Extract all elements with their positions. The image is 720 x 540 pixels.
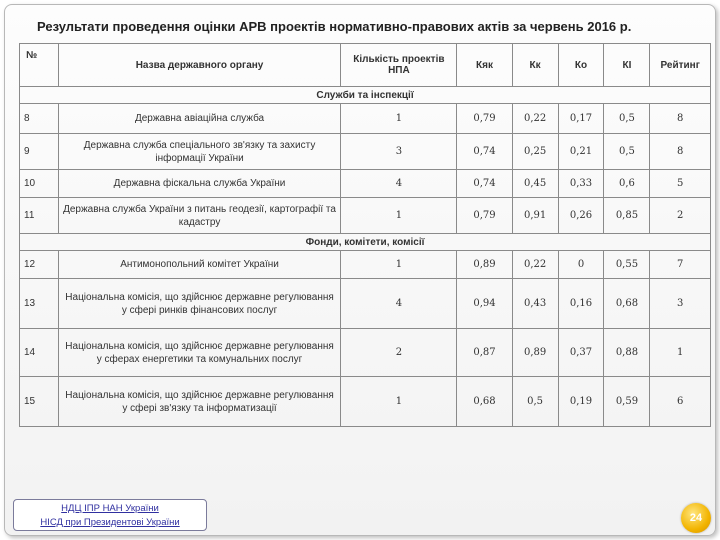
cell-ki: 0,85: [604, 198, 650, 234]
cell-count: 1: [341, 198, 457, 234]
col-header-name: Назва державного органу: [58, 44, 341, 87]
cell-kk: 0,43: [512, 279, 558, 329]
table-header-row: [20, 44, 711, 87]
cell-kk: 0,22: [512, 251, 558, 279]
col-header-ki: КІ: [604, 44, 650, 87]
col-header-ko: Ко: [558, 44, 604, 87]
cell-ko: 0,19: [558, 377, 604, 427]
cell-count: 2: [341, 329, 457, 377]
agency-name: Державна служба України з питань геодезії, картографії та кадастру: [58, 198, 341, 234]
cell-ko: 0,37: [558, 329, 604, 377]
cell-rating: 6: [650, 377, 711, 427]
footer-links: [13, 499, 207, 531]
section-header-row: [20, 234, 711, 251]
table-row: [20, 329, 711, 377]
cell-kyak: 0,74: [457, 134, 512, 170]
cell-rating: 7: [650, 251, 711, 279]
agency-name: Національна комісія, що здійснює державне регулювання у сферах енергетики та комунальних послуг: [58, 329, 341, 377]
row-number: 10: [20, 170, 59, 198]
row-number: 11: [20, 198, 59, 234]
cell-ki: 0,55: [604, 251, 650, 279]
row-number: 8: [20, 104, 59, 134]
cell-kk: 0,25: [512, 134, 558, 170]
table-row: [20, 279, 711, 329]
cell-count: 3: [341, 134, 457, 170]
table-row: [20, 104, 711, 134]
cell-kyak: 0,74: [457, 170, 512, 198]
cell-kk: 0,91: [512, 198, 558, 234]
cell-rating: 8: [650, 104, 711, 134]
section-header-row: [20, 87, 711, 104]
cell-rating: 8: [650, 134, 711, 170]
row-number: 14: [20, 329, 59, 377]
cell-count: 4: [341, 170, 457, 198]
cell-count: 4: [341, 279, 457, 329]
row-number: 9: [20, 134, 59, 170]
cell-ko: 0: [558, 251, 604, 279]
agency-name: Національна комісія, що здійснює державне регулювання у сфері ринків фінансових послуг: [58, 279, 341, 329]
footer-link-nisd[interactable]: НІСД при Президентові України: [40, 517, 180, 528]
cell-ki: 0,5: [604, 104, 650, 134]
cell-ki: 0,88: [604, 329, 650, 377]
footer-link-ndc[interactable]: НДЦ ІПР НАН України: [61, 503, 159, 514]
row-number: 13: [20, 279, 59, 329]
cell-kyak: 0,68: [457, 377, 512, 427]
agency-name: Державна фіскальна служба України: [58, 170, 341, 198]
agency-name: Антимонопольний комітет України: [58, 251, 341, 279]
agency-name: Державна служба спеціального зв'язку та захисту інформації України: [58, 134, 341, 170]
rating-table: [19, 43, 711, 427]
table-row: [20, 377, 711, 427]
col-header-kk: Кк: [512, 44, 558, 87]
cell-count: 1: [341, 251, 457, 279]
cell-kk: 0,89: [512, 329, 558, 377]
cell-ko: 0,17: [558, 104, 604, 134]
agency-name: Державна авіаційна служба: [58, 104, 341, 134]
cell-kk: 0,5: [512, 377, 558, 427]
cell-kyak: 0,79: [457, 104, 512, 134]
table-row: [20, 134, 711, 170]
cell-ko: 0,26: [558, 198, 604, 234]
cell-rating: 1: [650, 329, 711, 377]
col-header-kyak: Кяк: [457, 44, 512, 87]
cell-kyak: 0,89: [457, 251, 512, 279]
cell-ko: 0,16: [558, 279, 604, 329]
col-header-number: №: [20, 44, 59, 87]
col-header-rating: Рейтинг: [650, 44, 711, 87]
cell-ki: 0,5: [604, 134, 650, 170]
col-header-count: Кількість проектів НПА: [341, 44, 457, 87]
page-title: Результати проведення оцінки АРВ проектів нормативно-правових актів за червень 2016 р.: [37, 19, 632, 34]
cell-rating: 2: [650, 198, 711, 234]
cell-ki: 0,68: [604, 279, 650, 329]
cell-kyak: 0,79: [457, 198, 512, 234]
slide-frame: [4, 4, 716, 536]
cell-kk: 0,45: [512, 170, 558, 198]
table-row: [20, 251, 711, 279]
agency-name: Національна комісія, що здійснює державне регулювання у сфері зв'язку та інформатизації: [58, 377, 341, 427]
table-row: [20, 198, 711, 234]
cell-count: 1: [341, 104, 457, 134]
cell-ki: 0,6: [604, 170, 650, 198]
cell-count: 1: [341, 377, 457, 427]
cell-ki: 0,59: [604, 377, 650, 427]
cell-ko: 0,21: [558, 134, 604, 170]
row-number: 12: [20, 251, 59, 279]
cell-rating: 3: [650, 279, 711, 329]
page-number-badge: 24: [681, 503, 711, 533]
cell-rating: 5: [650, 170, 711, 198]
section-label: Фонди, комітети, комісії: [20, 234, 711, 251]
cell-ko: 0,33: [558, 170, 604, 198]
section-label: Служби та інспекції: [20, 87, 711, 104]
row-number: 15: [20, 377, 59, 427]
cell-kyak: 0,87: [457, 329, 512, 377]
table-row: [20, 170, 711, 198]
cell-kk: 0,22: [512, 104, 558, 134]
cell-kyak: 0,94: [457, 279, 512, 329]
